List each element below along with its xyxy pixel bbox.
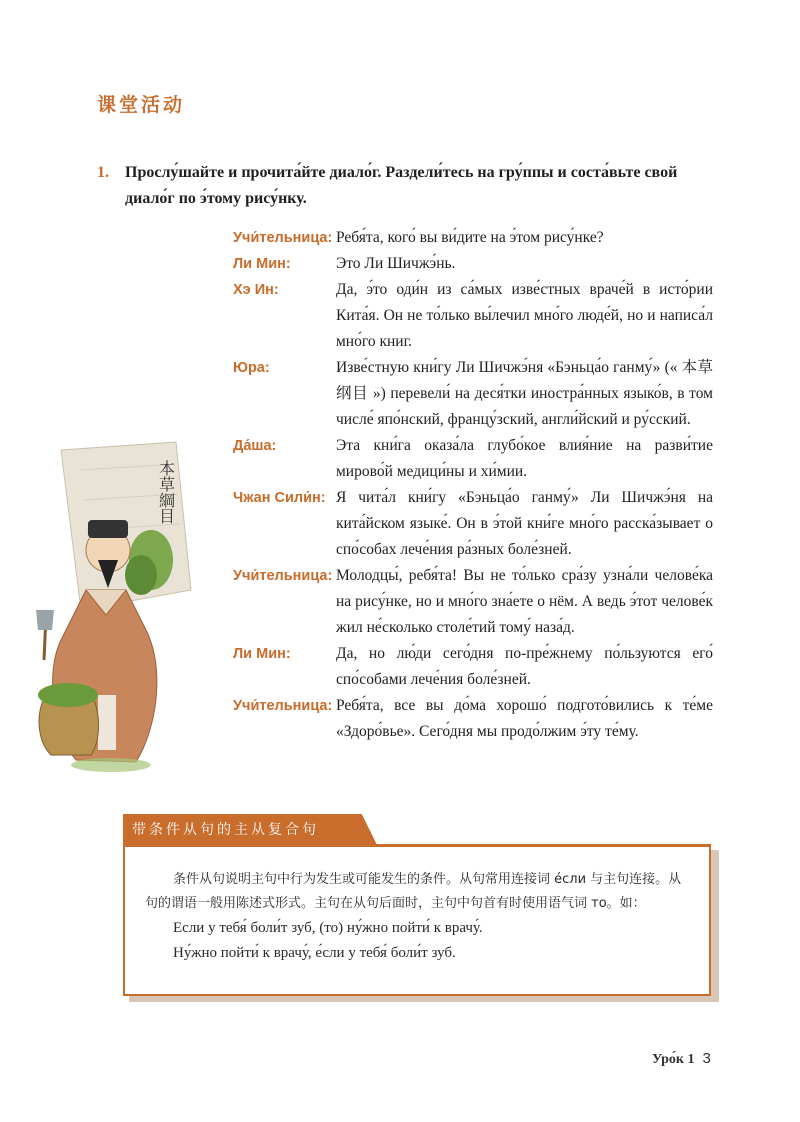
dialogue-line: Я чита́л кни́гу «Бэньца́о ганму́» Ли Шичжэ́ня на кита́йском языке́. Он в э́той кни́ге мно́го расска́зывает о спо́собах лече́ния ра́зных боле́зней. bbox=[336, 489, 713, 558]
dialogue-line: Эта кни́га оказа́ла глубо́кое влия́ние на разви́тие мирово́й медици́ны и хи́мии. bbox=[336, 437, 713, 480]
dialogue-turn bbox=[233, 485, 713, 563]
dialogue-line: Да, э́то оди́н из са́мых изве́стных враче́й в исто́рии Кита́я. Он не то́лько вы́лечил мно́го люде́й, но и написа́л мно́го книг. bbox=[336, 281, 713, 350]
task-text: Прослу́шайте и прочита́йте диало́г. Раздели́тесь на гру́ппы и соста́вьте свой диало́г по э́тому рису́нку. bbox=[125, 164, 678, 207]
page-footer bbox=[652, 1050, 711, 1068]
grammar-example: Если у тебя́ боли́т зуб, (то) ну́жно пойти́ к врачу́. bbox=[173, 920, 483, 936]
grammar-body bbox=[145, 868, 693, 966]
grammar-description: 条件从句说明主句中行为发生或可能发生的条件。从句常用连接词 е́сли 与主句连接。从句的谓语一般用陈述式形式。主句在从句后面时，主句中句首有时使用语气词 то。如： bbox=[145, 872, 682, 911]
dialogue-line: Да, но лю́ди сего́дня по-пре́жнему по́льзуются его́ спо́собами лече́ния боле́зней. bbox=[336, 645, 713, 688]
task-instruction bbox=[97, 160, 717, 212]
dialogue-turn bbox=[233, 641, 713, 693]
dialogue-line: Ребя́та, кого́ вы ви́дите на э́том рису́нке? bbox=[336, 229, 604, 246]
speaker: Ли Мин: bbox=[233, 256, 291, 272]
dialogue-turn bbox=[233, 355, 713, 433]
task-number: 1. bbox=[97, 164, 109, 181]
dialogue-turn bbox=[233, 693, 713, 745]
speaker: Учи́тельница: bbox=[233, 698, 333, 714]
speaker: Учи́тельница: bbox=[233, 568, 333, 584]
grammar-title: 带条件从句的主从复合句 bbox=[132, 822, 319, 838]
speaker: Да́ша: bbox=[233, 438, 277, 454]
dialogue bbox=[233, 225, 713, 745]
page-number: 3 bbox=[702, 1050, 711, 1067]
dialogue-turn bbox=[233, 251, 713, 277]
grammar-example: Ну́жно пойти́ к врачу́, е́сли у тебя́ боли́т зуб. bbox=[173, 945, 456, 961]
speaker: Чжан Сили́н: bbox=[233, 490, 326, 506]
dialogue-turn bbox=[233, 225, 713, 251]
dialogue-line: Это Ли Шичжэ́нь. bbox=[336, 255, 456, 272]
lesson-label: Уро́к 1 bbox=[652, 1052, 695, 1067]
dialogue-line: Молодцы́, ребя́та! Вы не то́лько сра́зу узна́ли челове́ка на рису́нке, но и мно́го зна́ете о нём. А ведь э́тот челове́к жил не́сколько столе́тий тому́ наза́д. bbox=[336, 567, 713, 636]
speaker: Ли Мин: bbox=[233, 646, 291, 662]
section-title: 课堂活动 bbox=[97, 94, 186, 116]
li-shizhen-illustration bbox=[6, 440, 216, 775]
dialogue-turn bbox=[233, 433, 713, 485]
speaker: Учи́тельница: bbox=[233, 230, 333, 246]
dialogue-line: Изве́стную кни́гу Ли Шичжэ́ня «Бэньца́о ганму́» (« 本草纲目 ») перевели́ на деся́тки иностра́нных языко́в, в том числе́ япо́нский, францу́зский, англи́йский и ру́сский. bbox=[336, 359, 713, 428]
dialogue-line: Ребя́та, все вы до́ма хорошо́ подгото́вились к те́ме «Здоро́вье». Сего́дня мы продо́лжим э́ту те́му. bbox=[336, 697, 713, 740]
speaker: Хэ Ин: bbox=[233, 282, 279, 298]
dialogue-turn bbox=[233, 563, 713, 641]
speaker: Юра: bbox=[233, 360, 270, 376]
scroll-calligraphy: 本草綱目 bbox=[156, 460, 176, 524]
dialogue-turn bbox=[233, 277, 713, 355]
